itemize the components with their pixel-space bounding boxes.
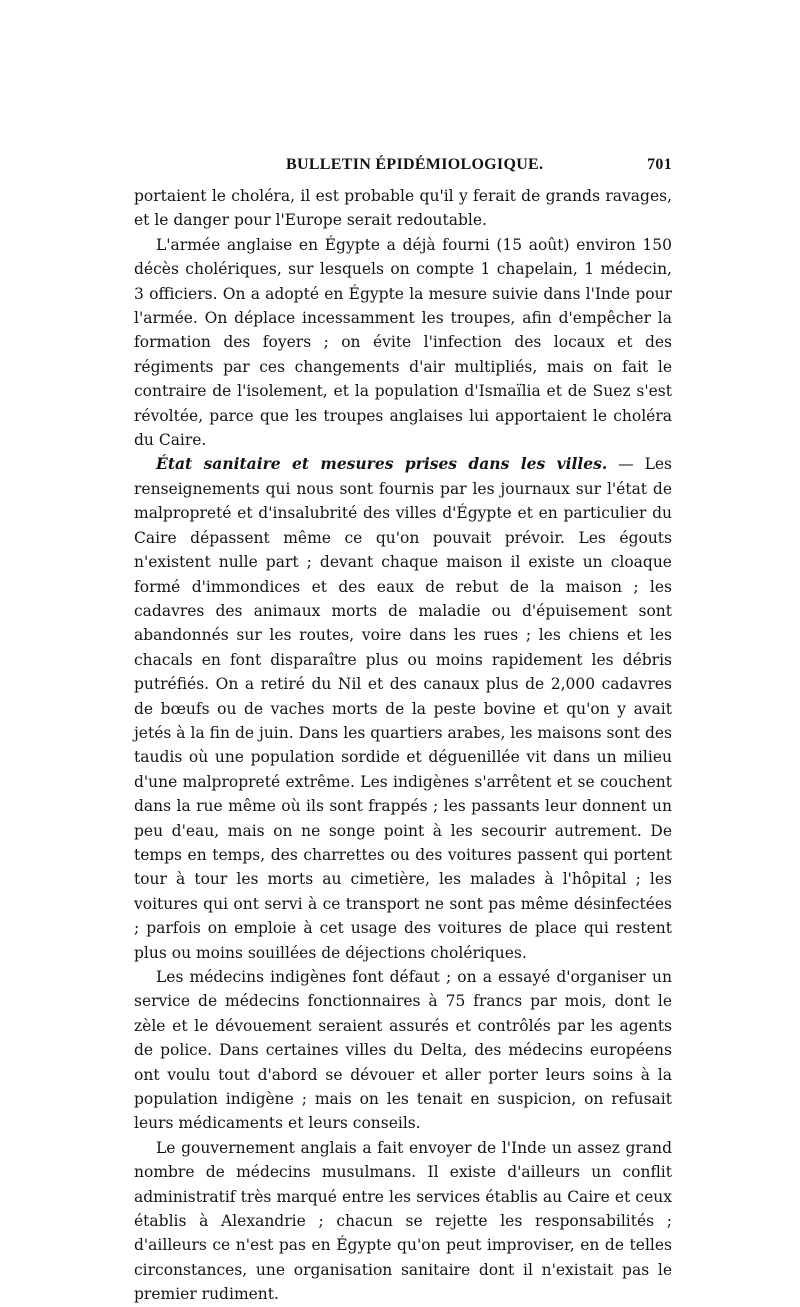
paragraph [134, 233, 672, 453]
section-heading: État sanitaire et mesures prises dans les villes. [156, 454, 608, 474]
running-title: BULLETIN ÉPIDÉMIOLOGIQUE. [286, 156, 544, 173]
paragraph-text: portaient le choléra, il est probable qu'il y ferait de grands ravages, et le danger pour l'Europe serait redoutable. [134, 187, 672, 230]
paragraph-continued [134, 184, 672, 233]
body-text [134, 184, 672, 1307]
paragraph-with-heading [134, 452, 672, 965]
paragraph-text: L'armée anglaise en Égypte a déjà fourni (15 août) environ 150 décès cholériques, sur lesquels on compte 1 chapelain, 1 médecin, 3 officiers. On a adopté en Égypte la mesure suivie dans l'Inde pour l'armée. On déplace incessamment les troupes, afin d'empêcher la formation des foyers ; on évite l'infection des locaux et des régiments par ces changements d'air multipliés, mais on fait le contraire de l'isolement, et la population d'Ismaïlia et de Suez s'est révoltée, parce que les troupes anglaises lui apportaient le choléra du Caire. [134, 235, 672, 450]
page-number: 701 [647, 156, 672, 173]
document-page [134, 156, 672, 1307]
paragraph-text: Le gouvernement anglais a fait envoyer de l'Inde un assez grand nombre de médecins musulmans. Il existe d'ailleurs un conflit administratif très marqué entre les services établis au Caire et ceux établis à Alexandrie ; chacun se rejette les responsabilités ; d'ailleurs ce n'est pas en Égypte qu'on peut improviser, en de telles circonstances, une organisation sanitaire dont il n'existait pas le premier rudiment. [134, 1138, 672, 1304]
running-header [134, 156, 672, 178]
paragraph [134, 965, 672, 1136]
paragraph-text: Les médecins indigènes font défaut ; on a essayé d'organiser un service de médecins fonctionnaires à 75 francs par mois, dont le zèle et le dévouement seraient assurés et contrôlés par les agents de police. Dans certaines villes du Delta, des médecins européens ont voulu tout d'abord se dévouer et aller porter leurs soins à la population indigène ; mais on les tenait en suspicion, on refusait leurs médicaments et leurs conseils. [134, 968, 672, 1133]
paragraph-text: — Les renseignements qui nous sont fournis par les journaux sur l'état de malpropreté et d'insalubrité des villes d'Égypte et en particulier du Caire dépassent même ce qu'on pouvait prévoir. Les égouts n'existent nulle part ; devant chaque maison il existe un cloaque formé d'immondices et des eaux de rebut de la maison ; les cadavres des animaux morts de maladie ou d'épuisement sont abandonnés sur les routes, voire dans les rues ; les chiens et les chacals en font disparaître plus ou moins rapidement les débris putréfiés. On a retiré du Nil et des canaux plus de 2,000 cadavres de bœufs ou de vaches morts de la peste bovine et qu'on y avait jetés à la fin de juin. Dans les quartiers arabes, les maisons sont des taudis où une population sordide et déguenillée vit dans un milieu d'une malpropreté extrême. Les indigènes s'arrêtent et se couchent dans la rue même où ils sont frappés ; les passants leur donnent un peu d'eau, mais on ne songe point à les secourir autrement. De temps en temps, des charrettes ou des voitures passent qui portent tour à tour les morts au cimetière, les malades à l'hôpital ; les voitures qui ont servi à ce transport ne sont pas même désinfectées ; parfois on emploie à cet usage des voitures de place qui restent plus ou moins souillées de déjections cholériques. [134, 455, 673, 962]
paragraph [134, 1136, 672, 1307]
